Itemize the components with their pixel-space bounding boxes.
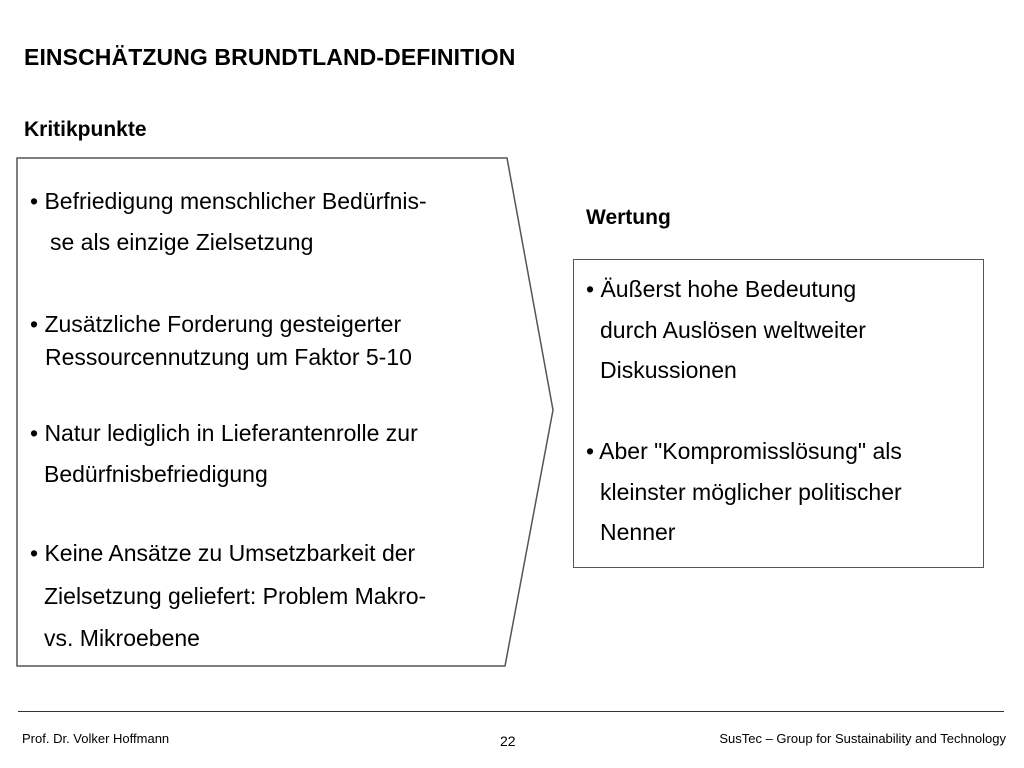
footer-page-number: 22 [500, 733, 516, 749]
wertung-point-1-line-1: • Äußerst hohe Bedeutung [586, 276, 857, 302]
wertung-point-1 [586, 268, 866, 392]
kritik-point-3-line-1: • Natur lediglich in Lieferantenrolle zur [30, 420, 418, 446]
footer-author: Prof. Dr. Volker Hoffmann [22, 731, 170, 746]
wertung-point-1-line-2: durch Auslösen weltweiter [600, 316, 866, 343]
kritik-point-1 [30, 180, 427, 263]
kritik-point-4 [30, 532, 426, 660]
slide-title: EINSCHÄTZUNG BRUNDTLAND-DEFINITION [24, 44, 516, 70]
wertung-point-1-line-3: Diskussionen [600, 357, 737, 384]
wertung-point-2-line-3: Nenner [600, 519, 676, 546]
wertung-point-2 [586, 430, 902, 554]
wertung-point-2-line-1: • Aber "Kompromisslösung" als [586, 438, 902, 464]
kritik-point-1-line-2: se als einzige Zielsetzung [50, 228, 314, 255]
kritikpunkte-heading: Kritikpunkte [24, 118, 147, 141]
kritik-point-2 [30, 308, 412, 375]
wertung-heading: Wertung [586, 206, 671, 229]
kritik-point-2-line-1: • Zusätzliche Forderung gesteigerter [30, 311, 402, 337]
kritik-point-1-line-1: • Befriedigung menschlicher Bedürfnis- [30, 188, 427, 214]
kritik-point-4-line-1: • Keine Ansätze zu Umsetzbarkeit der [30, 540, 416, 566]
kritik-point-4-line-3: vs. Mikroebene [44, 625, 200, 652]
kritik-point-3 [30, 412, 418, 495]
footer-organization: SusTec – Group for Sustainability and Technology [719, 731, 1006, 746]
kritik-point-2-line-2: Ressourcennutzung um Faktor 5-10 [45, 344, 412, 371]
kritik-point-4-line-2: Zielsetzung geliefert: Problem Makro- [44, 582, 427, 609]
footer-divider [18, 711, 1004, 712]
kritik-point-3-line-2: Bedürfnisbefriedigung [44, 460, 268, 487]
wertung-point-2-line-2: kleinster möglicher politischer [600, 478, 902, 505]
